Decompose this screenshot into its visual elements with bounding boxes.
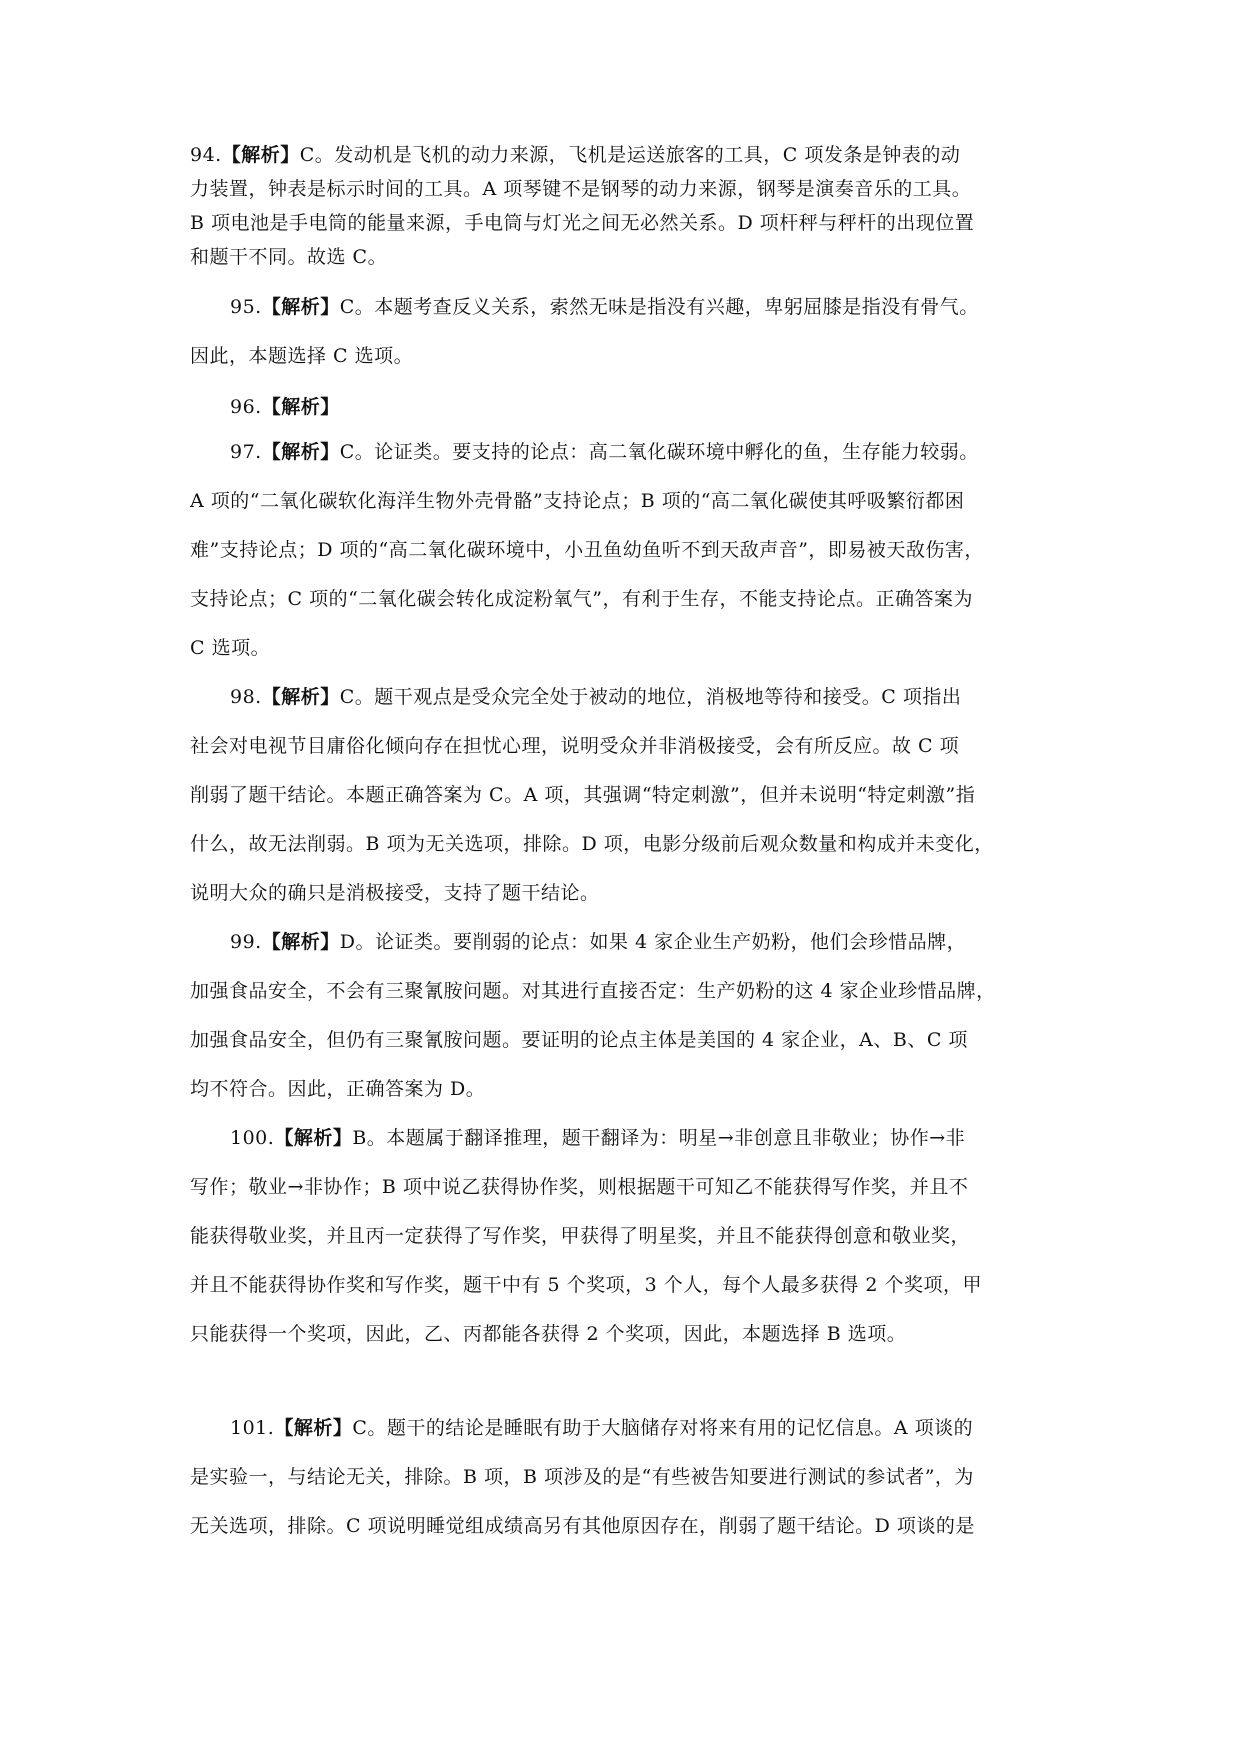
- item-number: 100.: [230, 1127, 275, 1149]
- item-number: 97.: [230, 441, 262, 463]
- item-text-line: 题干的结论是睡眠有助于大脑储存对将来有用的记忆信息。A 项谈的: [386, 1417, 974, 1439]
- item-text-line: B 项电池是手电筒的能量来源，手电筒与灯光之间无必然关系。D 项杆秤与秤杆的出现位置: [190, 212, 975, 234]
- analysis-label: 【解析】: [261, 396, 340, 418]
- item-text-line: 社会对电视节目庸俗化倾向存在担忧心理，说明受众并非消极接受，会有所反应。故 C 项: [190, 735, 960, 757]
- item-text-line: 力装置，钟表是标示时间的工具。A 项琴键不是钢琴的动力来源，钢琴是演奏音乐的工具。: [190, 178, 972, 200]
- analysis-label: 【解析】: [261, 296, 340, 318]
- item-number: 96.: [230, 396, 262, 418]
- item-number: 99.: [230, 931, 262, 953]
- analysis-label: 【解析】: [274, 1127, 353, 1149]
- answer-item-97: [190, 428, 1050, 673]
- item-text-line: 什么，故无法削弱。B 项为无关选项，排除。D 项，电影分级前后观众数量和构成并未变化，: [190, 833, 994, 855]
- item-text-line: 能获得敬业奖，并且丙一定获得了写作奖，甲获得了明星奖，并且不能获得创意和敬业奖，: [190, 1225, 971, 1247]
- answer-item-94: [190, 138, 1050, 274]
- item-answer: C。: [339, 686, 375, 708]
- item-text-line: 本题属于翻译推理，题干翻译为：明星→非创意且非敬业；协作→非: [386, 1127, 966, 1149]
- item-text-line: 并且不能获得协作奖和写作奖，题干中有 5 个奖项，3 个人，每个人最多获得 2 个奖项，甲: [190, 1274, 982, 1296]
- item-text-line: 论证类。要削弱的论点：如果 4 家企业生产奶粉，他们会珍惜品牌，: [374, 931, 967, 953]
- analysis-label: 【解析】: [261, 686, 340, 708]
- item-answer: C。: [352, 1417, 387, 1439]
- item-text-line: 支持论点；C 项的“二氧化碳会转化成淀粉氧气”，有利于生存，不能支持论点。正确答案为: [190, 588, 974, 610]
- item-number: 101.: [230, 1417, 275, 1439]
- item-text-line: 均不符合。因此，正确答案为 D。: [190, 1078, 486, 1100]
- analysis-label: 【解析】: [261, 931, 340, 953]
- item-answer: D。: [339, 931, 375, 953]
- item-text-line: 和题干不同。故选 C。: [190, 246, 388, 268]
- item-answer: B。: [352, 1127, 387, 1149]
- item-number: 94.: [190, 144, 222, 166]
- answer-item-98: [190, 673, 1050, 918]
- item-text-line: 本题考查反义关系，索然无味是指没有兴趣，卑躬屈膝是指没有骨气。: [374, 296, 979, 318]
- item-text-line: 加强食品安全，不会有三聚氰胺问题。对其进行直接否定：生产奶粉的这 4 家企业珍惜品牌，: [190, 980, 996, 1002]
- item-text-line: 论证类。要支持的论点：高二氧化碳环境中孵化的鱼，生存能力较弱。: [374, 441, 979, 463]
- analysis-label: 【解析】: [261, 441, 340, 463]
- item-text-line: 只能获得一个奖项，因此，乙、丙都能各获得 2 个奖项，因此，本题选择 B 选项。: [190, 1323, 907, 1345]
- item-answer: C。: [299, 144, 335, 166]
- item-text-line: 加强食品安全，但仍有三聚氰胺问题。要证明的论点主体是美国的 4 家企业，A、B、C 项: [190, 1029, 968, 1051]
- item-text-line: 无关选项，排除。C 项说明睡觉组成绩高另有其他原因存在，削弱了题干结论。D 项谈的是: [190, 1515, 975, 1537]
- item-text-line: 因此，本题选择 C 选项。: [190, 345, 414, 367]
- item-number: 98.: [230, 686, 262, 708]
- item-text-line: 发动机是飞机的动力来源，飞机是运送旅客的工具，C 项发条是钟表的动: [334, 144, 961, 166]
- item-text-line: 题干观点是受众完全处于被动的地位，消极地等待和接受。C 项指出: [374, 686, 962, 708]
- item-text-line: 是实验一，与结论无关，排除。B 项，B 项涉及的是“有些被告知要进行测试的参试者”，为: [190, 1466, 974, 1488]
- item-answer: C。: [339, 441, 375, 463]
- item-answer: C。: [339, 296, 375, 318]
- item-text-line: 说明大众的确只是消极接受，支持了题干结论。: [190, 882, 600, 904]
- answer-item-96: [190, 383, 1050, 432]
- analysis-label: 【解析】: [274, 1417, 353, 1439]
- analysis-label: 【解析】: [221, 144, 300, 166]
- answer-item-95: [190, 283, 1050, 381]
- item-text-line: C 选项。: [190, 637, 271, 659]
- item-text-line: 难”支持论点；D 项的“高二氧化碳环境中，小丑鱼幼鱼听不到天敌声音”，即易被天敌伤害，: [190, 539, 984, 561]
- answer-item-100: [190, 1114, 1050, 1359]
- item-text-line: 削弱了题干结论。本题正确答案为 C。A 项，其强调“特定刺激”，但并未说明“特定刺激”指: [190, 784, 976, 806]
- answer-item-101: [190, 1404, 1050, 1551]
- item-text-line: 写作；敬业→非协作；B 项中说乙获得协作奖，则根据题干可知乙不能获得写作奖，并且不: [190, 1176, 969, 1198]
- item-number: 95.: [230, 296, 262, 318]
- item-text-line: A 项的“二氧化碳软化海洋生物外壳骨骼”支持论点；B 项的“高二氧化碳使其呼吸繁衍都困: [190, 490, 965, 512]
- answer-item-99: [190, 918, 1050, 1114]
